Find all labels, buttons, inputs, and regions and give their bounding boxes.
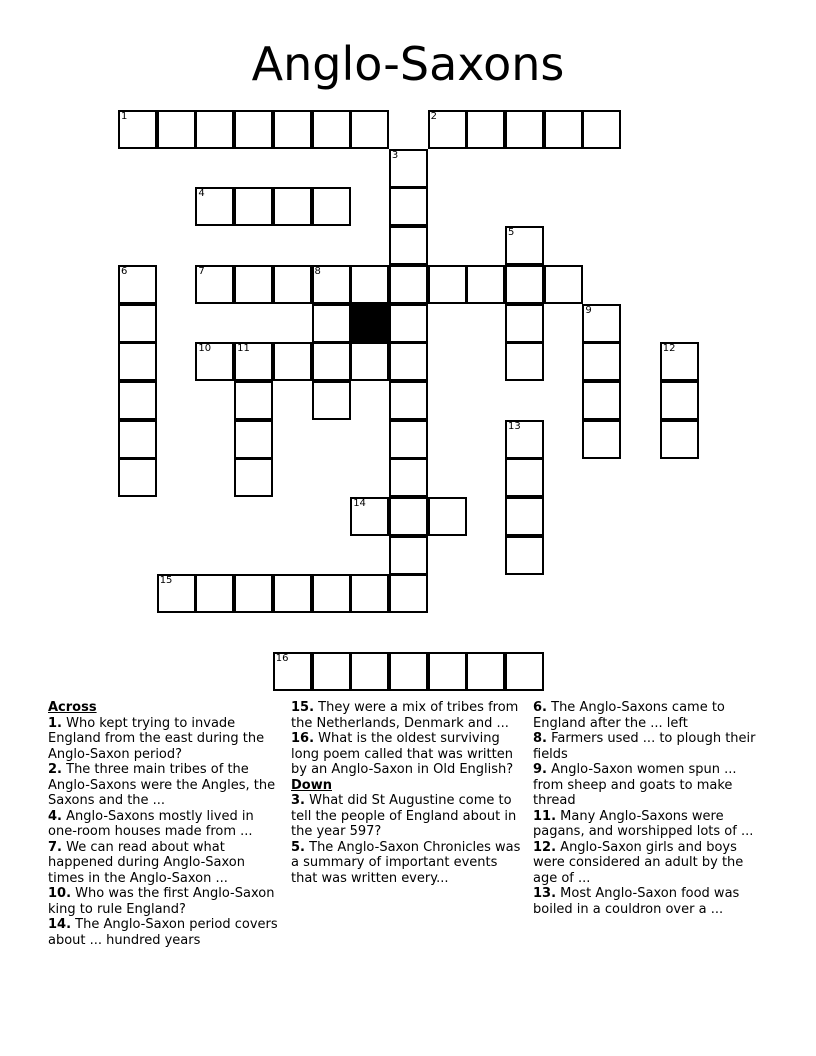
crossword-cell[interactable] [234, 381, 273, 420]
crossword-cell[interactable] [505, 265, 544, 304]
crossword-cell[interactable] [312, 342, 351, 381]
crossword-cell[interactable] [195, 187, 234, 226]
crossword-cell[interactable] [118, 342, 157, 381]
clue-number: 12 [662, 343, 676, 355]
crossword-cell[interactable] [312, 381, 351, 420]
clue-text [48, 809, 284, 840]
page-title: Anglo-Saxons [251, 37, 565, 91]
clue-list-col2-across [291, 700, 523, 778]
clue-number-label: 9. [533, 762, 547, 777]
crossword-cell[interactable] [660, 381, 699, 420]
crossword-cell[interactable] [389, 265, 428, 304]
clue-number: 13 [508, 420, 521, 432]
clue-number: 10 [198, 343, 212, 355]
crossword-cell[interactable] [389, 652, 428, 691]
clue-number: 3 [391, 149, 399, 161]
clue-body: Many Anglo-Saxons were pagans, and worshipped lots of ... [533, 808, 754, 839]
crossword-cell[interactable] [389, 304, 428, 343]
clue-number-label: 8. [533, 731, 547, 746]
crossword-cell[interactable] [544, 265, 583, 304]
clue-text [533, 762, 765, 809]
clue-body: Anglo-Saxon women spun ... from sheep and goats to make thread [533, 762, 737, 808]
clue-text [48, 917, 284, 948]
crossword-cell[interactable] [350, 497, 389, 536]
clue-number-label: 11. [533, 808, 557, 824]
crossword-cell[interactable] [273, 342, 312, 381]
crossword-cell[interactable] [195, 265, 234, 304]
clue-text [291, 731, 523, 778]
clue-number: 8 [314, 265, 321, 277]
clue-text [533, 886, 765, 917]
clue-body: Who kept trying to invade England from the east during the Anglo-Saxon period? [48, 715, 265, 762]
clue-number-label: 7. [48, 839, 62, 855]
crossword-cell[interactable] [273, 265, 312, 304]
crossword-cell[interactable] [312, 265, 351, 304]
crossword-cell[interactable] [350, 652, 389, 691]
crossword-cell[interactable] [118, 458, 157, 497]
clue-number-label: 5. [291, 839, 305, 855]
clue-text [291, 793, 523, 840]
clue-number: 2 [430, 111, 437, 122]
crossword-cell[interactable] [505, 458, 544, 497]
clue-body: Who was the first Anglo-Saxon king to rule England? [48, 886, 275, 917]
crossword-cell[interactable] [273, 187, 312, 226]
crossword-cell[interactable] [273, 110, 312, 149]
crossword-cell[interactable] [505, 420, 544, 459]
crossword-cell[interactable] [582, 381, 621, 420]
clue-number-label: 2. [48, 762, 62, 777]
crossword-cell[interactable] [466, 265, 505, 304]
crossword-cell[interactable] [312, 574, 351, 613]
crossword-cell[interactable] [389, 149, 428, 188]
crossword-cell[interactable] [157, 574, 196, 613]
clue-number: 16 [275, 652, 289, 664]
clues-column-3 [533, 700, 765, 917]
crossword-cell[interactable] [389, 187, 428, 226]
crossword-cell[interactable] [118, 265, 157, 304]
crossword-cell[interactable] [234, 574, 273, 613]
clue-body: We can read about what happened during Anglo-Saxon times in the Anglo-Saxon ... [48, 839, 245, 886]
crossword-cell[interactable] [312, 652, 351, 691]
clue-number-label: 13. [533, 886, 557, 901]
crossword-cell[interactable] [428, 265, 467, 304]
crossword-cell[interactable] [428, 497, 467, 536]
clue-text [533, 731, 765, 762]
clue-number-label: 12. [533, 839, 557, 855]
crossword-cell[interactable] [466, 110, 505, 149]
clue-number-label: 15. [291, 700, 315, 715]
down-heading: Down [291, 777, 332, 793]
clue-list-col3 [533, 700, 765, 917]
clue-number-label: 14. [48, 917, 72, 932]
crossword-cell[interactable] [234, 187, 273, 226]
crossword-cell[interactable] [389, 342, 428, 381]
clues-column-2 [291, 700, 523, 886]
clue-number: 5 [508, 227, 515, 239]
crossword-cell[interactable] [505, 497, 544, 536]
crossword-cell[interactable] [118, 110, 157, 149]
clue-number: 15 [159, 575, 173, 587]
crossword-cell[interactable] [312, 304, 351, 343]
black-square [350, 304, 389, 343]
clue-number-label: 16. [291, 731, 315, 746]
crossword-cell[interactable] [582, 420, 621, 459]
crossword-cell[interactable] [660, 420, 699, 459]
clue-number-label: 1. [48, 715, 62, 731]
clue-body: Anglo-Saxon girls and boys were considered an adult by the age of ... [533, 839, 744, 886]
clue-text [533, 809, 765, 840]
crossword-cell[interactable] [428, 110, 467, 149]
clue-body: The Anglo-Saxons came to England after the ... left [533, 700, 725, 731]
clue-body: They were a mix of tribes from the Netherlands, Denmark and ... [291, 700, 519, 731]
clue-body: Farmers used ... to plough their fields [533, 731, 756, 762]
crossword-cell[interactable] [234, 420, 273, 459]
crossword-cell[interactable] [389, 536, 428, 575]
clue-number-label: 6. [533, 700, 547, 715]
crossword-cell[interactable] [234, 342, 273, 381]
clue-number: 7 [198, 265, 205, 277]
crossword-cell[interactable] [234, 110, 273, 149]
clue-body: Most Anglo-Saxon food was boiled in a couldron over a ... [533, 886, 740, 917]
crossword-cell[interactable] [118, 304, 157, 343]
crossword-cell[interactable] [157, 110, 196, 149]
crossword-cell[interactable] [389, 381, 428, 420]
crossword-cell[interactable] [389, 420, 428, 459]
crossword-cell[interactable] [544, 110, 583, 149]
crossword-cell[interactable] [118, 420, 157, 459]
clue-body: Anglo-Saxons mostly lived in one-room houses made from ... [48, 808, 254, 839]
clue-body: The Anglo-Saxon period covers about ... hundred years [48, 917, 278, 948]
crossword-cell[interactable] [273, 652, 312, 691]
crossword-cell[interactable] [350, 265, 389, 304]
crossword-cell[interactable] [234, 458, 273, 497]
crossword-cell[interactable] [505, 304, 544, 343]
clue-body: What is the oldest surviving long poem called that was written by an Anglo-Saxon in Old English? [291, 731, 514, 777]
crossword-cell[interactable] [350, 110, 389, 149]
crossword-cell[interactable] [195, 574, 234, 613]
clue-text [291, 700, 523, 731]
clue-number: 1 [121, 111, 128, 122]
clue-text [291, 840, 523, 887]
clue-body: The Anglo-Saxon Chronicles was a summary of important events that was written every... [291, 839, 521, 886]
crossword-cell[interactable] [505, 652, 544, 691]
crossword-cell[interactable] [389, 226, 428, 265]
crossword-cell[interactable] [466, 652, 505, 691]
crossword-cell[interactable] [234, 265, 273, 304]
clue-text [533, 700, 765, 731]
clue-list-col1 [48, 716, 284, 949]
crossword-cell[interactable] [195, 110, 234, 149]
crossword-cell[interactable] [505, 342, 544, 381]
crossword-cell[interactable] [582, 342, 621, 381]
clue-number: 4 [198, 188, 205, 200]
crossword-cell[interactable] [312, 187, 351, 226]
clue-text [48, 716, 284, 763]
clue-text [48, 886, 284, 917]
crossword-cell[interactable] [350, 342, 389, 381]
clue-number-label: 4. [48, 808, 62, 824]
crossword-cell[interactable] [389, 497, 428, 536]
crossword-cell[interactable] [389, 574, 428, 613]
clue-number-label: 3. [291, 793, 305, 808]
clue-number: 14 [353, 498, 366, 509]
clues-column-1 [48, 700, 284, 948]
crossword-cell[interactable] [118, 381, 157, 420]
crossword-cell[interactable] [312, 110, 351, 149]
clue-text [48, 762, 284, 809]
clue-number: 11 [237, 343, 250, 355]
crossword-cell[interactable] [389, 458, 428, 497]
clue-number-label: 10. [48, 886, 72, 901]
crossword-cell[interactable] [582, 304, 621, 343]
clue-number: 9 [585, 304, 592, 316]
across-heading: Across [48, 700, 97, 715]
crossword-cell[interactable] [505, 226, 544, 265]
clue-body: What did St Augustine come to tell the people of England about in the year 597? [291, 793, 517, 839]
clue-list-col2-down [291, 793, 523, 886]
crossword-cell[interactable] [505, 536, 544, 575]
clue-text [533, 840, 765, 887]
crossword-cell[interactable] [428, 652, 467, 691]
crossword-cell[interactable] [273, 574, 312, 613]
crossword-cell[interactable] [660, 342, 699, 381]
clue-text [48, 840, 284, 887]
clue-body: The three main tribes of the Anglo-Saxons were the Angles, the Saxons and the ... [48, 762, 276, 808]
crossword-cell[interactable] [505, 110, 544, 149]
crossword-cell[interactable] [195, 342, 234, 381]
clue-number: 6 [121, 265, 128, 277]
crossword-cell[interactable] [350, 574, 389, 613]
crossword-cell[interactable] [582, 110, 621, 149]
